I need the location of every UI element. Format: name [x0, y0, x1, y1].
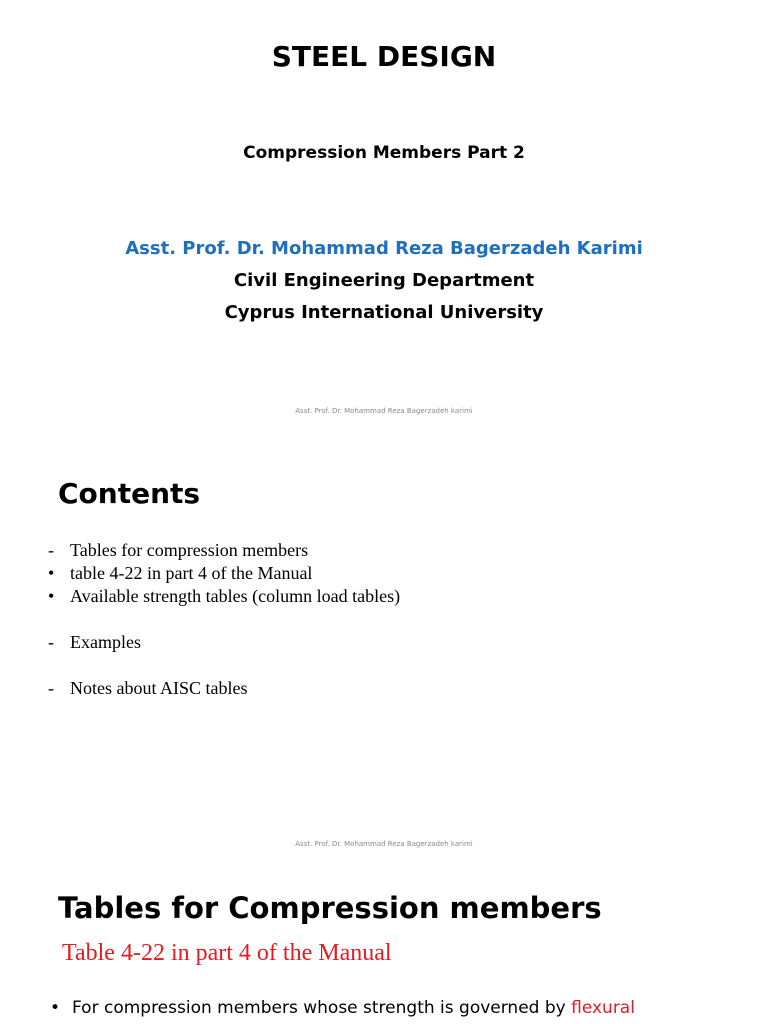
section-heading: Tables for Compression members [58, 891, 602, 925]
contents-item [48, 585, 400, 608]
bullet-text: For compression members whose strength is governed by [72, 998, 572, 1018]
contents-item-text: Examples [70, 632, 141, 652]
department-name: Civil Engineering Department [233, 270, 535, 291]
slide-footer: Asst. Prof. Dr. Mohammad Reza Bagerzadeh karimi [295, 407, 473, 415]
contents-item-text: Tables for compression members [70, 540, 309, 560]
bullet-highlight: flexural [571, 998, 635, 1018]
contents-item-text: Available strength tables (column load tables) [70, 586, 401, 606]
slide-title: STEEL DESIGN [271, 40, 497, 73]
bullet-marker: • [50, 998, 61, 1018]
dash-marker: - [48, 540, 54, 560]
university-name: Cyprus International University [224, 302, 544, 323]
dash-marker: - [48, 632, 54, 652]
bullet-marker: • [48, 563, 55, 583]
contents-heading: Contents [58, 477, 201, 510]
slide-subtitle: Compression Members Part 2 [243, 143, 525, 163]
slide-footer: Asst. Prof. Dr. Mohammad Reza Bagerzadeh karimi [295, 840, 473, 848]
contents-item [48, 562, 312, 585]
dash-marker: - [48, 678, 54, 698]
bullet-marker: • [48, 586, 55, 606]
contents-item [48, 631, 141, 654]
contents-item [48, 539, 308, 562]
contents-item-text: Notes about AISC tables [70, 678, 248, 698]
contents-item-text: table 4-22 in part 4 of the Manual [70, 563, 313, 583]
contents-item [48, 677, 248, 700]
bullet-item [50, 998, 635, 1018]
author-name: Asst. Prof. Dr. Mohammad Reza Bagerzadeh Karimi [125, 238, 643, 259]
section-subheading: Table 4-22 in part 4 of the Manual [62, 940, 392, 966]
